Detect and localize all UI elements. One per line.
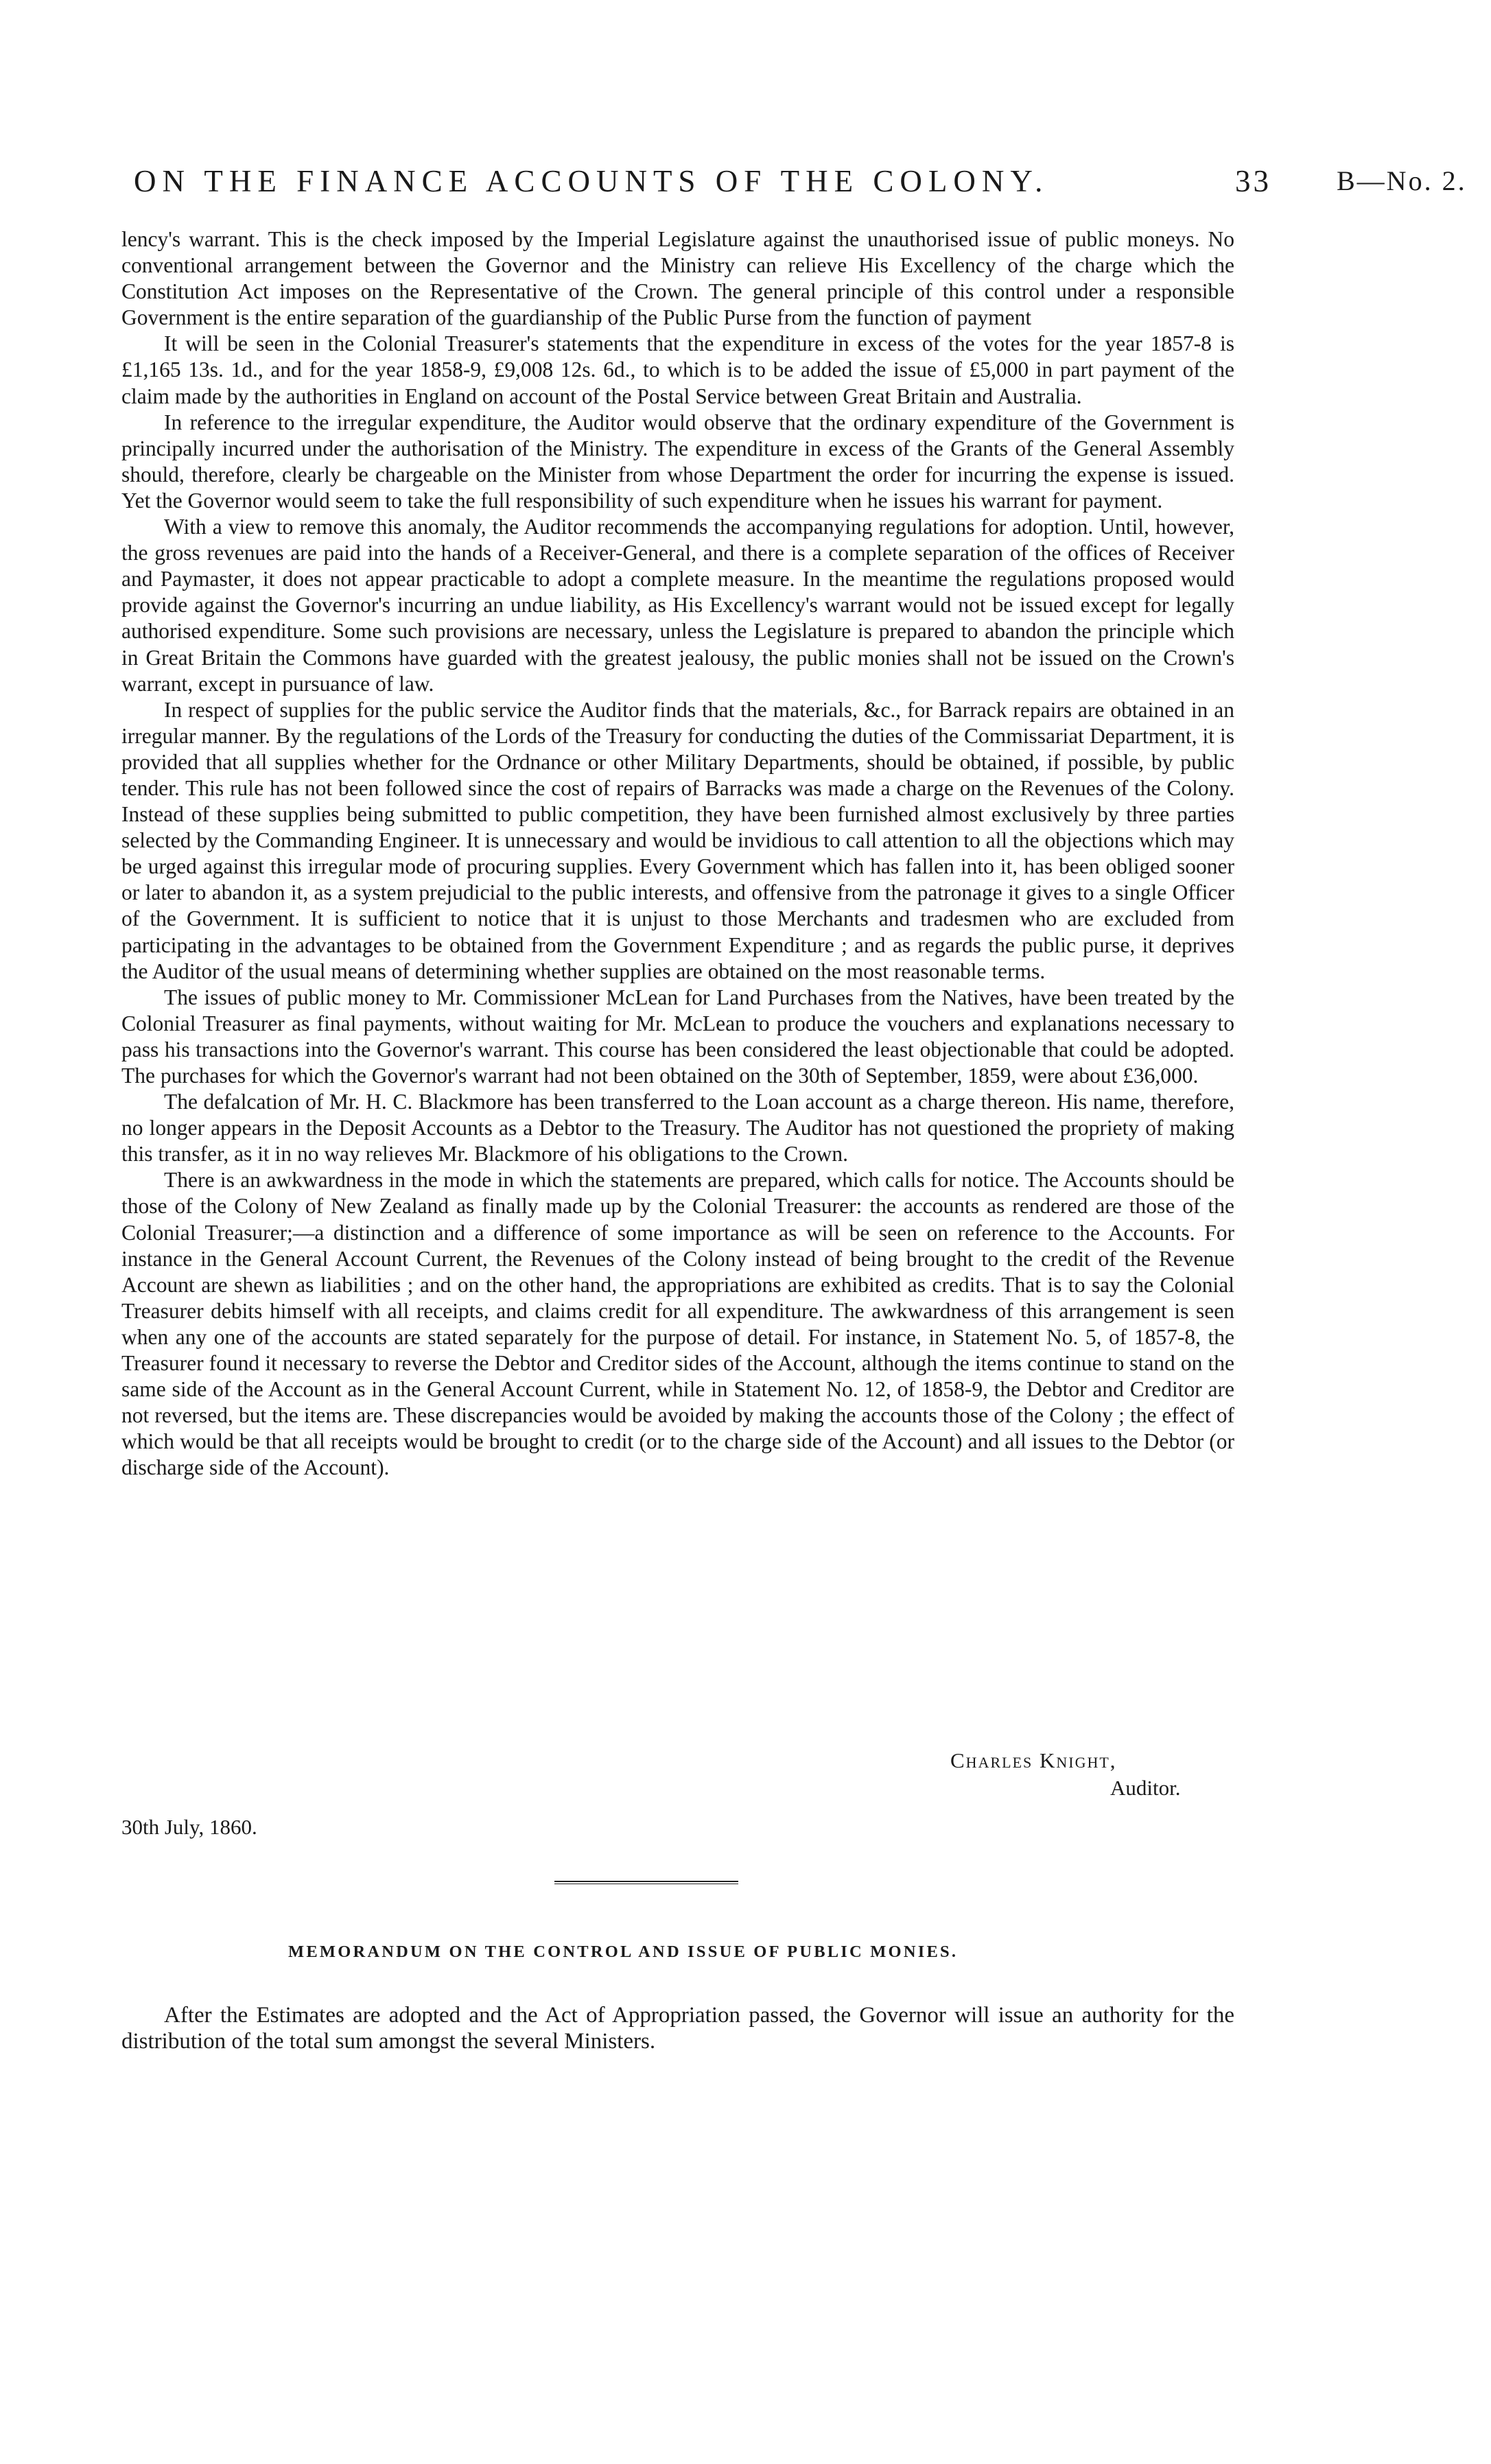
paragraph: In reference to the irregular expenditure, the Auditor would observe that the ordinary expenditure of the Government is principally incurred under the authorisation of the Ministry. The expenditure in excess of the Grants of the General Assembly should, therefore, clearly be chargeable on the Minister from whose Department the order for incurring the expense is issued. Yet the Governor would seem to take the full responsibility of such expenditure when he issues his warrant for payment. <box>121 410 1234 513</box>
memorandum-body <box>121 2002 1234 2054</box>
paper-reference: B—No. 2. <box>1337 165 1467 196</box>
paragraph: In respect of supplies for the public service the Auditor finds that the materials, &c., for Barrack repairs are obtained in an irregular manner. By the regulations of the Lords of the Treasury for conducting the duties of the Commissariat Department, it is provided that all supplies whether for the Ordnance or other Military Departments, should be obtained, if possible, by public tender. This rule has not been followed since the cost of repairs of Barracks was made a charge on the Revenues of the Colony. Instead of these supplies being submitted to public competition, they have been furnished almost exclusively by three parties selected by the Commanding Engineer. It is unnecessary and would be invidious to call attention to all the objections which may be urged against this irregular mode of procuring supplies. Every Government which has fallen into it, has been obliged sooner or later to abandon it, as a system prejudicial to the public interests, and offensive from the patronage it gives to a single Officer of the Government. It is sufficient to notice that it is unjust to those Merchants and tradesmen who are excluded from participating in the advantages to be obtained from the Government Expenditure ; and as regards the public purse, it deprives the Auditor of the usual means of determining whether supplies are obtained on the most reasonable terms. <box>121 697 1234 983</box>
signatory-role: Auditor. <box>1110 1776 1181 1800</box>
paragraph: After the Estimates are adopted and the Act of Appropriation passed, the Governor will issue an authority for the distribution of the total sum amongst the several Ministers. <box>121 2003 1234 2054</box>
report-body <box>121 226 1234 1481</box>
running-title: ON THE FINANCE ACCOUNTS OF THE COLONY. <box>134 164 1049 198</box>
memorandum-title: MEMORANDUM ON THE CONTROL AND ISSUE OF PUBLIC MONIES. <box>288 1943 959 1961</box>
page-number: 33 <box>1235 164 1271 198</box>
page-header <box>0 163 1491 211</box>
date-line: 30th July, 1860. <box>121 1815 257 1839</box>
paragraph: The defalcation of Mr. H. C. Blackmore has been transferred to the Loan account as a charge thereon. His name, therefore, no longer appears in the Deposit Accounts as a Debtor to the Treasury. The Auditor has not questioned the propriety of making this transfer, as it in no way relieves Mr. Blackmore of his obligations to the Crown. <box>121 1090 1234 1166</box>
paragraph: It will be seen in the Colonial Treasurer's statements that the expenditure in excess of the votes for the year 1857-8 is £1,165 13s. 1d., and for the year 1858-9, £9,008 12s. 6d., to which is to be added the issue of £5,000 in part payment of the claim made by the authorities in England on account of the Postal Service between Great Britain and Australia. <box>121 331 1234 408</box>
paragraph: The issues of public money to Mr. Commissioner McLean for Land Purchases from the Natives, have been treated by the Colonial Treasurer as final payments, without waiting for Mr. McLean to produce the vouchers and explanations necessary to pass his transactions into the Governor's warrant. This course has been considered the least objectionable that could be adopted. The purchases for which the Governor's warrant had not been obtained on the 30th of September, 1859, were about £36,000. <box>121 985 1234 1088</box>
paragraph: lency's warrant. This is the check imposed by the Imperial Legislature against the unauthorised issue of public moneys. No conventional arrangement between the Governor and the Ministry can relieve His Excellency of the charge which the Constitution Act imposes on the Representative of the Crown. The general principle of this control under a responsible Government is the entire separation of the guardianship of the Public Purse from the function of payment <box>121 227 1234 330</box>
signatory-name: Charles Knight, <box>950 1748 1117 1772</box>
paragraph: There is an awkwardness in the mode in which the statements are prepared, which calls for notice. The Accounts should be those of the Colony of New Zealand as finally made up by the Colonial Treasurer: the accounts as rendered are those of the Colonial Treasurer;—a distinction and a difference of some importance as will be seen on reference to the Accounts. For instance in the General Account Current, the Revenues of the Colony instead of being brought to the credit of the Revenue Account are shewn as liabilities ; and on the other hand, the appropriations are exhibited as credits. That is to say the Colonial Treasurer debits himself with all receipts, and claims credit for all expenditure. The awkwardness of this arrangement is seen when any one of the accounts are stated separately for the purpose of detail. For instance, in Statement No. 5, of 1857-8, the Treasurer found it necessary to reverse the Debtor and Creditor sides of the Account, although the items continue to stand on the same side of the Account as in the General Account Current, while in Statement No. 12, of 1858-9, the Debtor and Creditor are not reversed, but the items are. These discrepancies would be avoided by making the accounts those of the Colony ; the effect of which would be that all receipts would be brought to credit (or to the charge side of the Account) and all issues to the Debtor (or discharge side of the Account). <box>121 1168 1234 1480</box>
section-divider <box>554 1881 738 1884</box>
signature-block <box>950 1747 1180 1802</box>
paragraph: With a view to remove this anomaly, the Auditor recommends the accompanying regulations for adoption. Until, however, the gross revenues are paid into the hands of a Receiver-General, and there is a complete separation of the offices of Receiver and Paymaster, it does not appear practicable to adopt a complete measure. In the meantime the regulations proposed would provide against the Governor's incurring an undue liability, as His Excellency's warrant would not be issued except for legally authorised expenditure. Some such provisions are necessary, unless the Legislature is prepared to abandon the principle which in Great Britain the Commons have guarded with the greatest jealousy, the public monies shall not be issued on the Crown's warrant, except in pursuance of law. <box>121 515 1234 696</box>
